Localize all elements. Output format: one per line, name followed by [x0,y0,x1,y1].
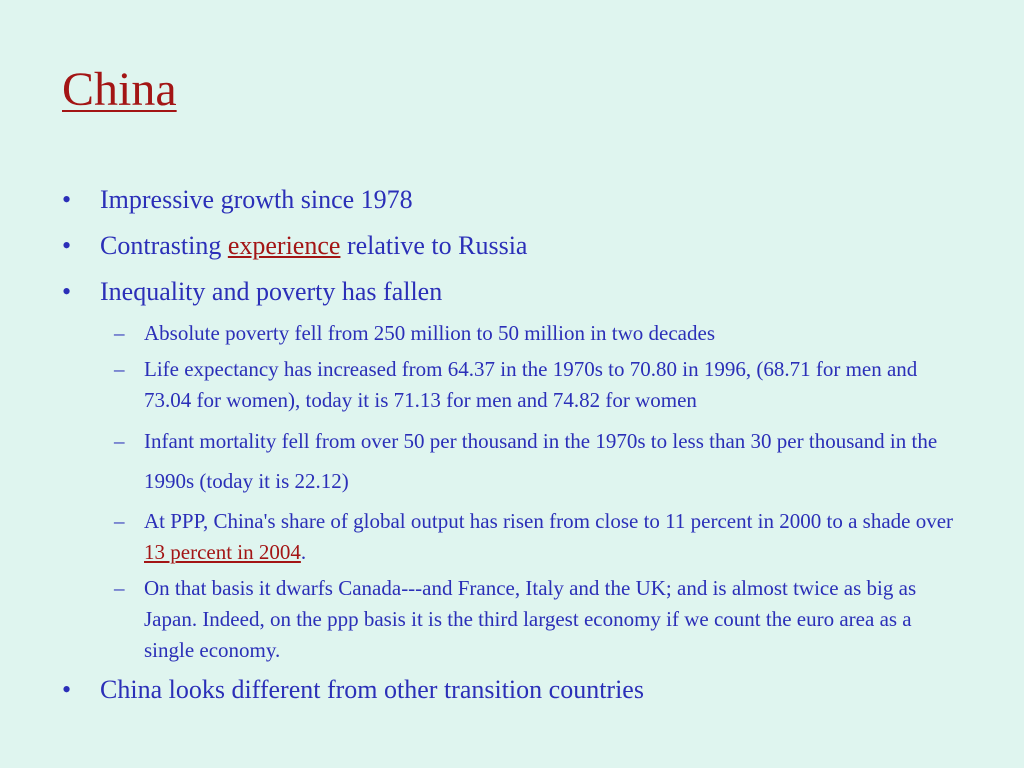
dash-marker: – [114,429,125,453]
dash-marker: – [114,576,125,600]
bullet-text: China looks different from other transition countries [100,675,644,704]
sub-bullet-text-post: . [300,540,307,564]
bullet-item [62,672,962,708]
sub-bullet-text-pre: At PPP, China's share of global output has risen from close to 11 percent in 2000 to a shade over [144,509,954,533]
bullet-text-pre: Contrasting [100,231,228,260]
bullet-marker: • [62,185,72,214]
sub-bullet-item [62,318,962,349]
slide-content [62,182,962,718]
ppp-share-link[interactable]: 13 percent in 2004 [144,540,301,564]
bullet-item [62,182,962,218]
sub-bullet-item [62,573,962,666]
dash-marker: – [114,321,125,345]
sub-bullet-item [62,421,962,501]
sub-bullet-text: Infant mortality fell from over 50 per thousand in the 1970s to less than 30 per thousand in the 1990s (today it is 22.12) [144,429,938,493]
bullet-item [62,274,962,310]
sub-bullet-text: Absolute poverty fell from 250 million to 50 million in two decades [144,321,715,345]
bullet-text: Inequality and poverty has fallen [100,277,443,306]
bullet-marker: • [62,277,72,306]
sub-bullet-list [62,318,962,666]
bullet-marker: • [62,675,72,704]
bullet-text: Impressive growth since 1978 [100,185,413,214]
sub-bullet-text: Life expectancy has increased from 64.37 in the 1970s to 70.80 in 1996, (68.71 for men and 73.04 for women), today it is 71.13 for men and 74.82 for women [144,357,918,412]
sub-bullet-item [62,506,962,568]
sub-bullet-item [62,354,962,416]
slide-title-link[interactable]: China [62,63,177,116]
dash-marker: – [114,509,125,533]
bullet-marker: • [62,231,72,260]
sub-bullet-text: On that basis it dwarfs Canada---and France, Italy and the UK; and is almost twice as big as Japan. Indeed, on the ppp basis it is the third largest economy if we count the euro area as a single economy. [144,576,917,662]
experience-link[interactable]: experience [227,231,341,260]
bullet-text-post: relative to Russia [340,231,528,260]
slide-title [62,64,177,117]
dash-marker: – [114,357,125,381]
bullet-item [62,228,962,264]
